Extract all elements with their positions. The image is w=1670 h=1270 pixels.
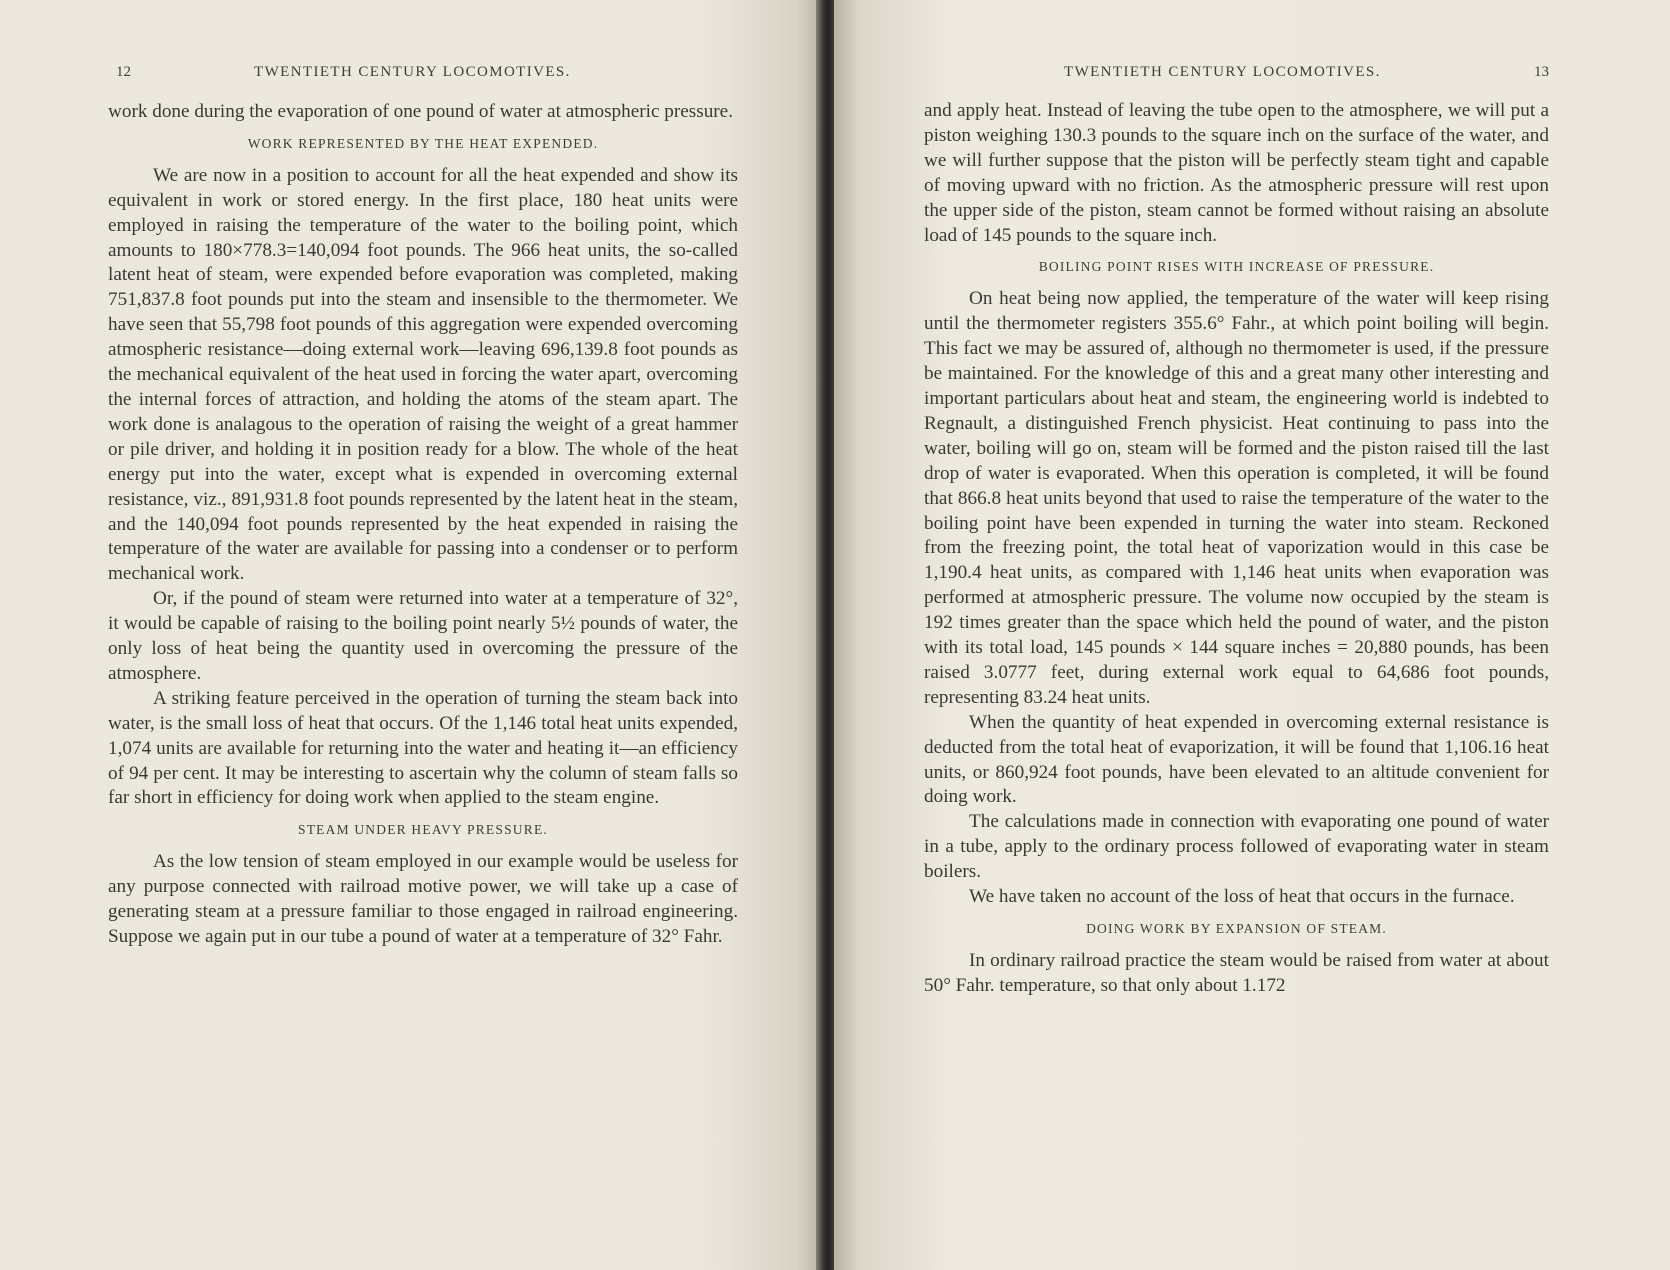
- paragraph: In ordinary railroad practice the steam would be raised from water at about 50° Fahr. temperature, so that only about 1.172: [924, 949, 1549, 996]
- right-page: [834, 0, 1670, 1270]
- paragraph: We are now in a position to account for all the heat expended and show its equivalent in work or stored energy. In the first place, 180 heat units were employed in raising the temperature of the water to the boiling point, which amounts to 180×778.3=140,094 foot pounds. The 966 heat units, the so-called latent heat of steam, were expended before evaporation was completed, making 751,837.8 foot pounds put into the steam and insensible to the thermometer. We have seen that 55,798 foot pounds of this aggregation were expended overcoming atmospheric resistance—doing external work—leaving 696,139.8 foot pounds as the mechanical equivalent of the heat used in forcing the water apart, overcoming the internal forces of attraction, and holding the atoms of the steam apart. The work done is analagous to the operation of raising the weight of a great hammer or pile driver, and holding it in position ready for a blow. The whole of the heat energy put into the water, except what is expended in overcoming external resistance, viz., 891,931.8 foot pounds represented by the latent heat in the steam, and the 140,094 foot pounds represented by the heat expended in raising the temperature of the water are available for passing into a condenser or to perform mechanical work.: [108, 164, 738, 585]
- paragraph: and apply heat. Instead of leaving the tube open to the atmosphere, we will put a piston weighing 130.3 pounds to the square inch on the surface of the water, and we will further suppose that the piston will be perfectly steam tight and capable of moving upward with no friction. As the atmospheric pressure will rest upon the upper side of the piston, steam cannot be formed without raising an absolute load of 145 pounds to the square inch.: [924, 100, 1549, 246]
- paragraph: On heat being now applied, the temperature of the water will keep rising until the thermometer registers 355.6° Fahr., at which point boiling will begin. This fact we may be assured of, although no thermometer is used, if the pressure be maintained. For the knowledge of this and a great many other interesting and important particulars about heat and steam, the engineering world is indebted to Regnault, a distinguished French physicist. Heat continuing to pass into the water, boiling will go on, steam will be formed and the piston raised till the last drop of water is evaporated. When this operation is completed, it will be found that 866.8 heat units beyond that used to raise the temperature of the water to the boiling point have been expended in turning the water into steam. Reckoned from the freezing point, the total heat of vaporization would in this case be 1,190.4 heat units, as compared with 1,146 heat units when evaporation was performed at atmospheric pressure. The volume now occupied by the steam is 192 times greater than the space which held the pound of water, and the piston with its total load, 145 pounds × 144 square inches = 20,880 pounds, has been raised 3.0777 feet, during external work equal to 64,686 foot pounds, representing 83.24 heat units.: [924, 288, 1549, 708]
- section-heading: BOILING POINT RISES WITH INCREASE OF PRESSURE.: [1038, 259, 1435, 275]
- paragraph: work done during the evaporation of one pound of water at atmospheric pressure.: [108, 101, 733, 122]
- left-page-body: [108, 100, 738, 950]
- paragraph: The calculations made in connection with evaporating one pound of water in a tube, apply to the ordinary process followed of evaporating water in steam boilers.: [924, 811, 1549, 883]
- page-number: 13: [1534, 64, 1549, 80]
- section-heading: WORK REPRESENTED BY THE HEAT EXPENDED.: [247, 135, 599, 151]
- left-page: [0, 0, 822, 1270]
- paragraph: A striking feature perceived in the operation of turning the steam back into water, is the small loss of heat that occurs. Of the 1,146 total heat units expended, 1,074 units are available for returning into the water and heating it—an efficiency of 94 per cent. It may be interesting to ascertain why the column of steam falls so far short in efficiency for doing work when applied to the steam engine.: [108, 687, 738, 809]
- running-head: TWENTIETH CENTURY LOCOMOTIVES.: [1064, 64, 1381, 80]
- running-head: TWENTIETH CENTURY LOCOMOTIVES.: [254, 64, 571, 80]
- section-heading: DOING WORK BY EXPANSION OF STEAM.: [1086, 921, 1387, 936]
- page-number: 12: [116, 64, 131, 80]
- paragraph: We have taken no account of the loss of heat that occurs in the furnace.: [969, 886, 1515, 908]
- paragraph: Or, if the pound of steam were returned into water at a temperature of 32°, it would be capable of raising to the boiling point nearly 5½ pounds of water, the only loss of heat being the quantity used in overcoming the pressure of the atmosphere.: [108, 588, 738, 684]
- paragraph: When the quantity of heat expended in overcoming external resistance is deducted from the total heat of evaporization, it will be found that 1,106.16 heat units, or 860,924 foot pounds, have been elevated to an altitude convenient for doing work.: [924, 711, 1549, 808]
- right-page-body: [924, 99, 1549, 999]
- paragraph: As the low tension of steam employed in our example would be useless for any purpose connected with railroad motive power, we will take up a case of generating steam at a pressure familiar to those engaged in railroad engineering. Suppose we again put in our tube a pound of water at a temperature of 32° Fahr.: [108, 851, 738, 947]
- section-heading: STEAM UNDER HEAVY PRESSURE.: [298, 822, 548, 838]
